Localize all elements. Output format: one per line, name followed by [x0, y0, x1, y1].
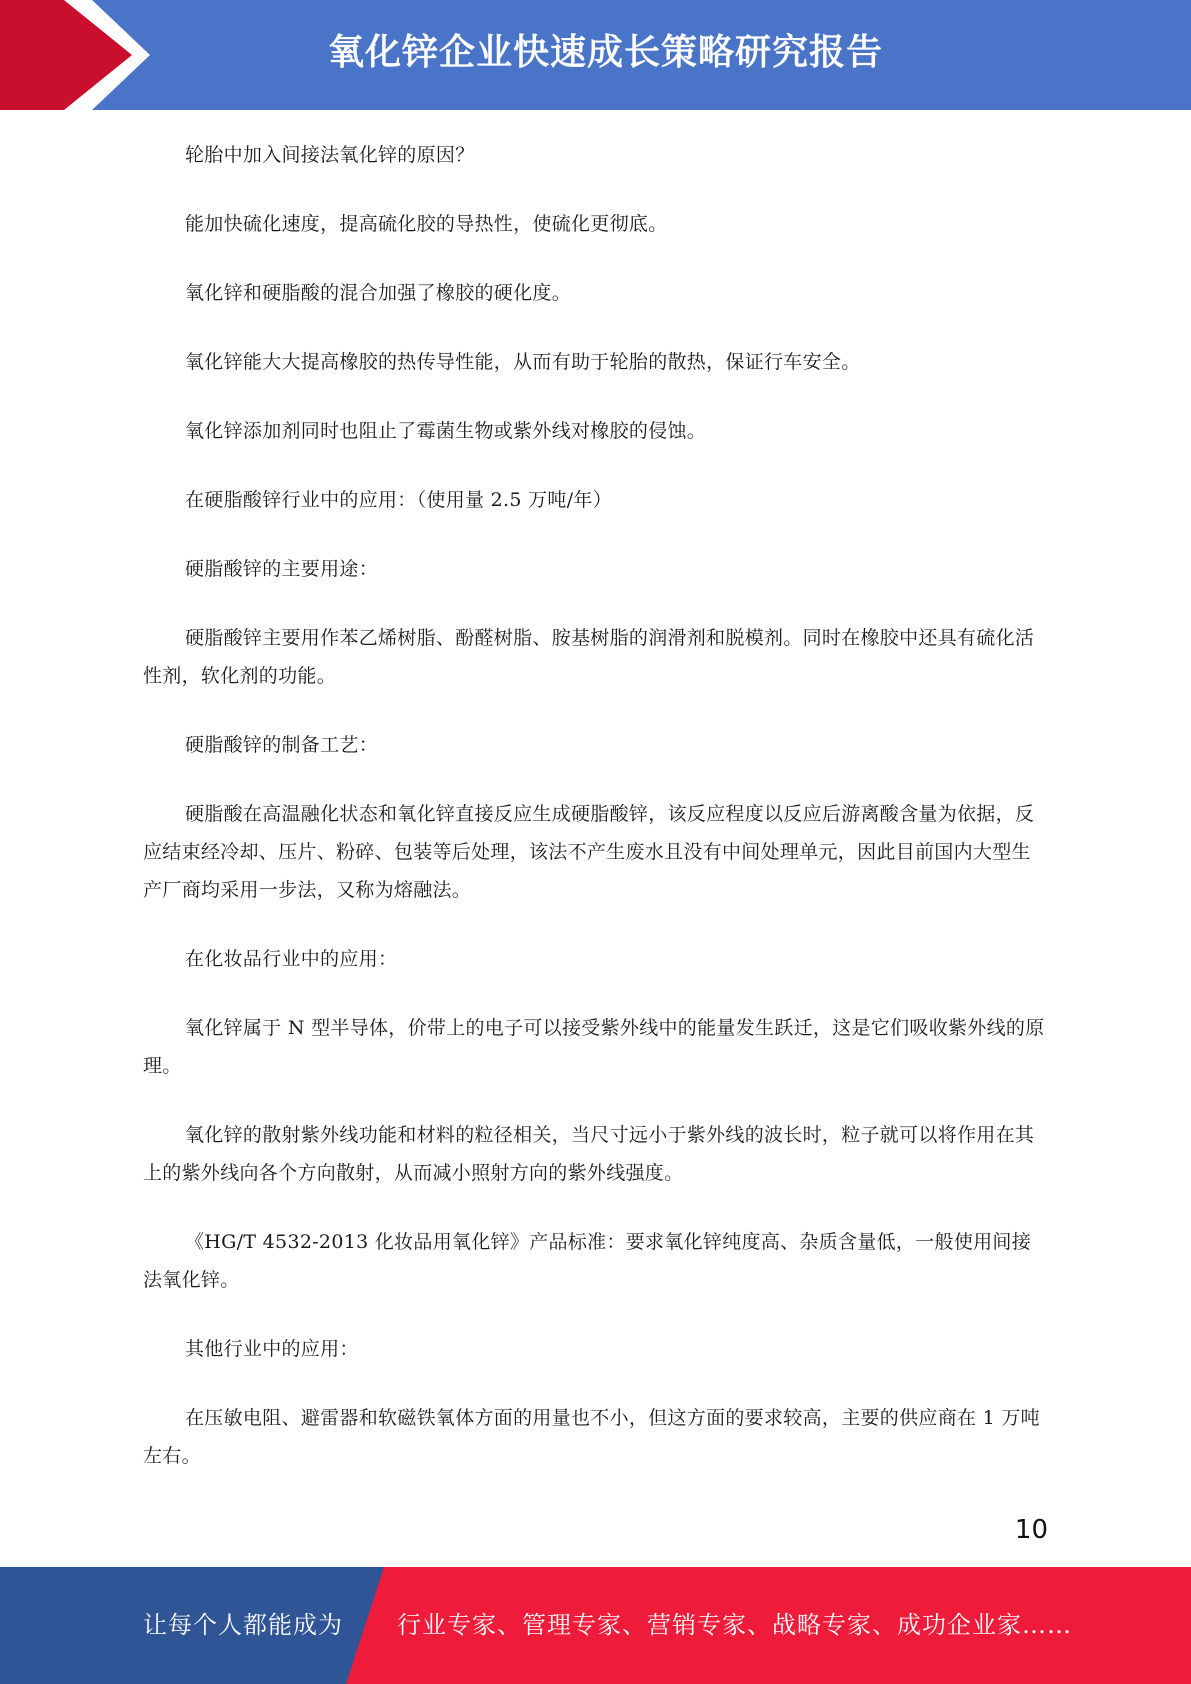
- paragraph: 氧化锌和硬脂酸的混合加强了橡胶的硬化度。: [185, 282, 572, 304]
- page-header: [0, 0, 1191, 110]
- paragraph: 硬脂酸锌主要用作苯乙烯树脂、酚醛树脂、胺基树脂的润滑剂和脱模剂。同时在橡胶中还具有硫化活性剂，软化剂的功能。: [143, 627, 1035, 687]
- paragraph: 硬脂酸锌的制备工艺：: [185, 734, 379, 756]
- paragraph: 硬脂酸锌的主要用途：: [185, 558, 379, 580]
- paragraph: 氧化锌的散射紫外线功能和材料的粒径相关，当尺寸远小于紫外线的波长时，粒子就可以将作用在其上的紫外线向各个方向散射，从而减小照射方向的紫外线强度。: [143, 1124, 1035, 1184]
- paragraph: 轮胎中加入间接法氧化锌的原因？: [185, 144, 475, 166]
- footer-slogan-left: 让每个人都能成为: [143, 1611, 343, 1639]
- section-heading: 在硬脂酸锌行业中的应用：（使用量 2.5 万吨/年）: [185, 489, 612, 511]
- footer-slogan-right: 行业专家、管理专家、营销专家、战略专家、成功企业家……: [397, 1611, 1072, 1639]
- paragraph: 能加快硫化速度，提高硫化胶的导热性，使硫化更彻底。: [185, 213, 668, 235]
- paragraph: 氧化锌添加剂同时也阻止了霉菌生物或紫外线对橡胶的侵蚀。: [185, 420, 707, 442]
- paragraph: 在压敏电阻、避雷器和软磁铁氧体方面的用量也不小，但这方面的要求较高，主要的供应商在 1 万吨左右。: [143, 1407, 1040, 1467]
- paragraph: 氧化锌属于 N 型半导体，价带上的电子可以接受紫外线中的能量发生跃迁，这是它们吸收紫外线的原理。: [143, 1017, 1045, 1077]
- section-heading: 其他行业中的应用：: [185, 1338, 359, 1360]
- page-number: 10: [1014, 1515, 1048, 1545]
- paragraph: 氧化锌能大大提高橡胶的热传导性能，从而有助于轮胎的散热，保证行车安全。: [185, 351, 861, 373]
- document-body: [143, 136, 1048, 1506]
- paragraph: 《HG/T 4532-2013 化妆品用氧化锌》产品标准：要求氧化锌纯度高、杂质含量低，一般使用间接法氧化锌。: [143, 1231, 1032, 1291]
- paragraph: 硬脂酸在高温融化状态和氧化锌直接反应生成硬脂酸锌，该反应程度以反应后游离酸含量为依据，反应结束经冷却、压片、粉碎、包装等后处理，该法不产生废水且没有中间处理单元，因此目前国内大型生产厂商均采用一步法，又称为熔融法。: [143, 803, 1035, 901]
- report-title: 氧化锌企业快速成长策略研究报告: [327, 32, 883, 73]
- page-footer: [0, 1567, 1191, 1684]
- section-heading: 在化妆品行业中的应用：: [185, 948, 398, 970]
